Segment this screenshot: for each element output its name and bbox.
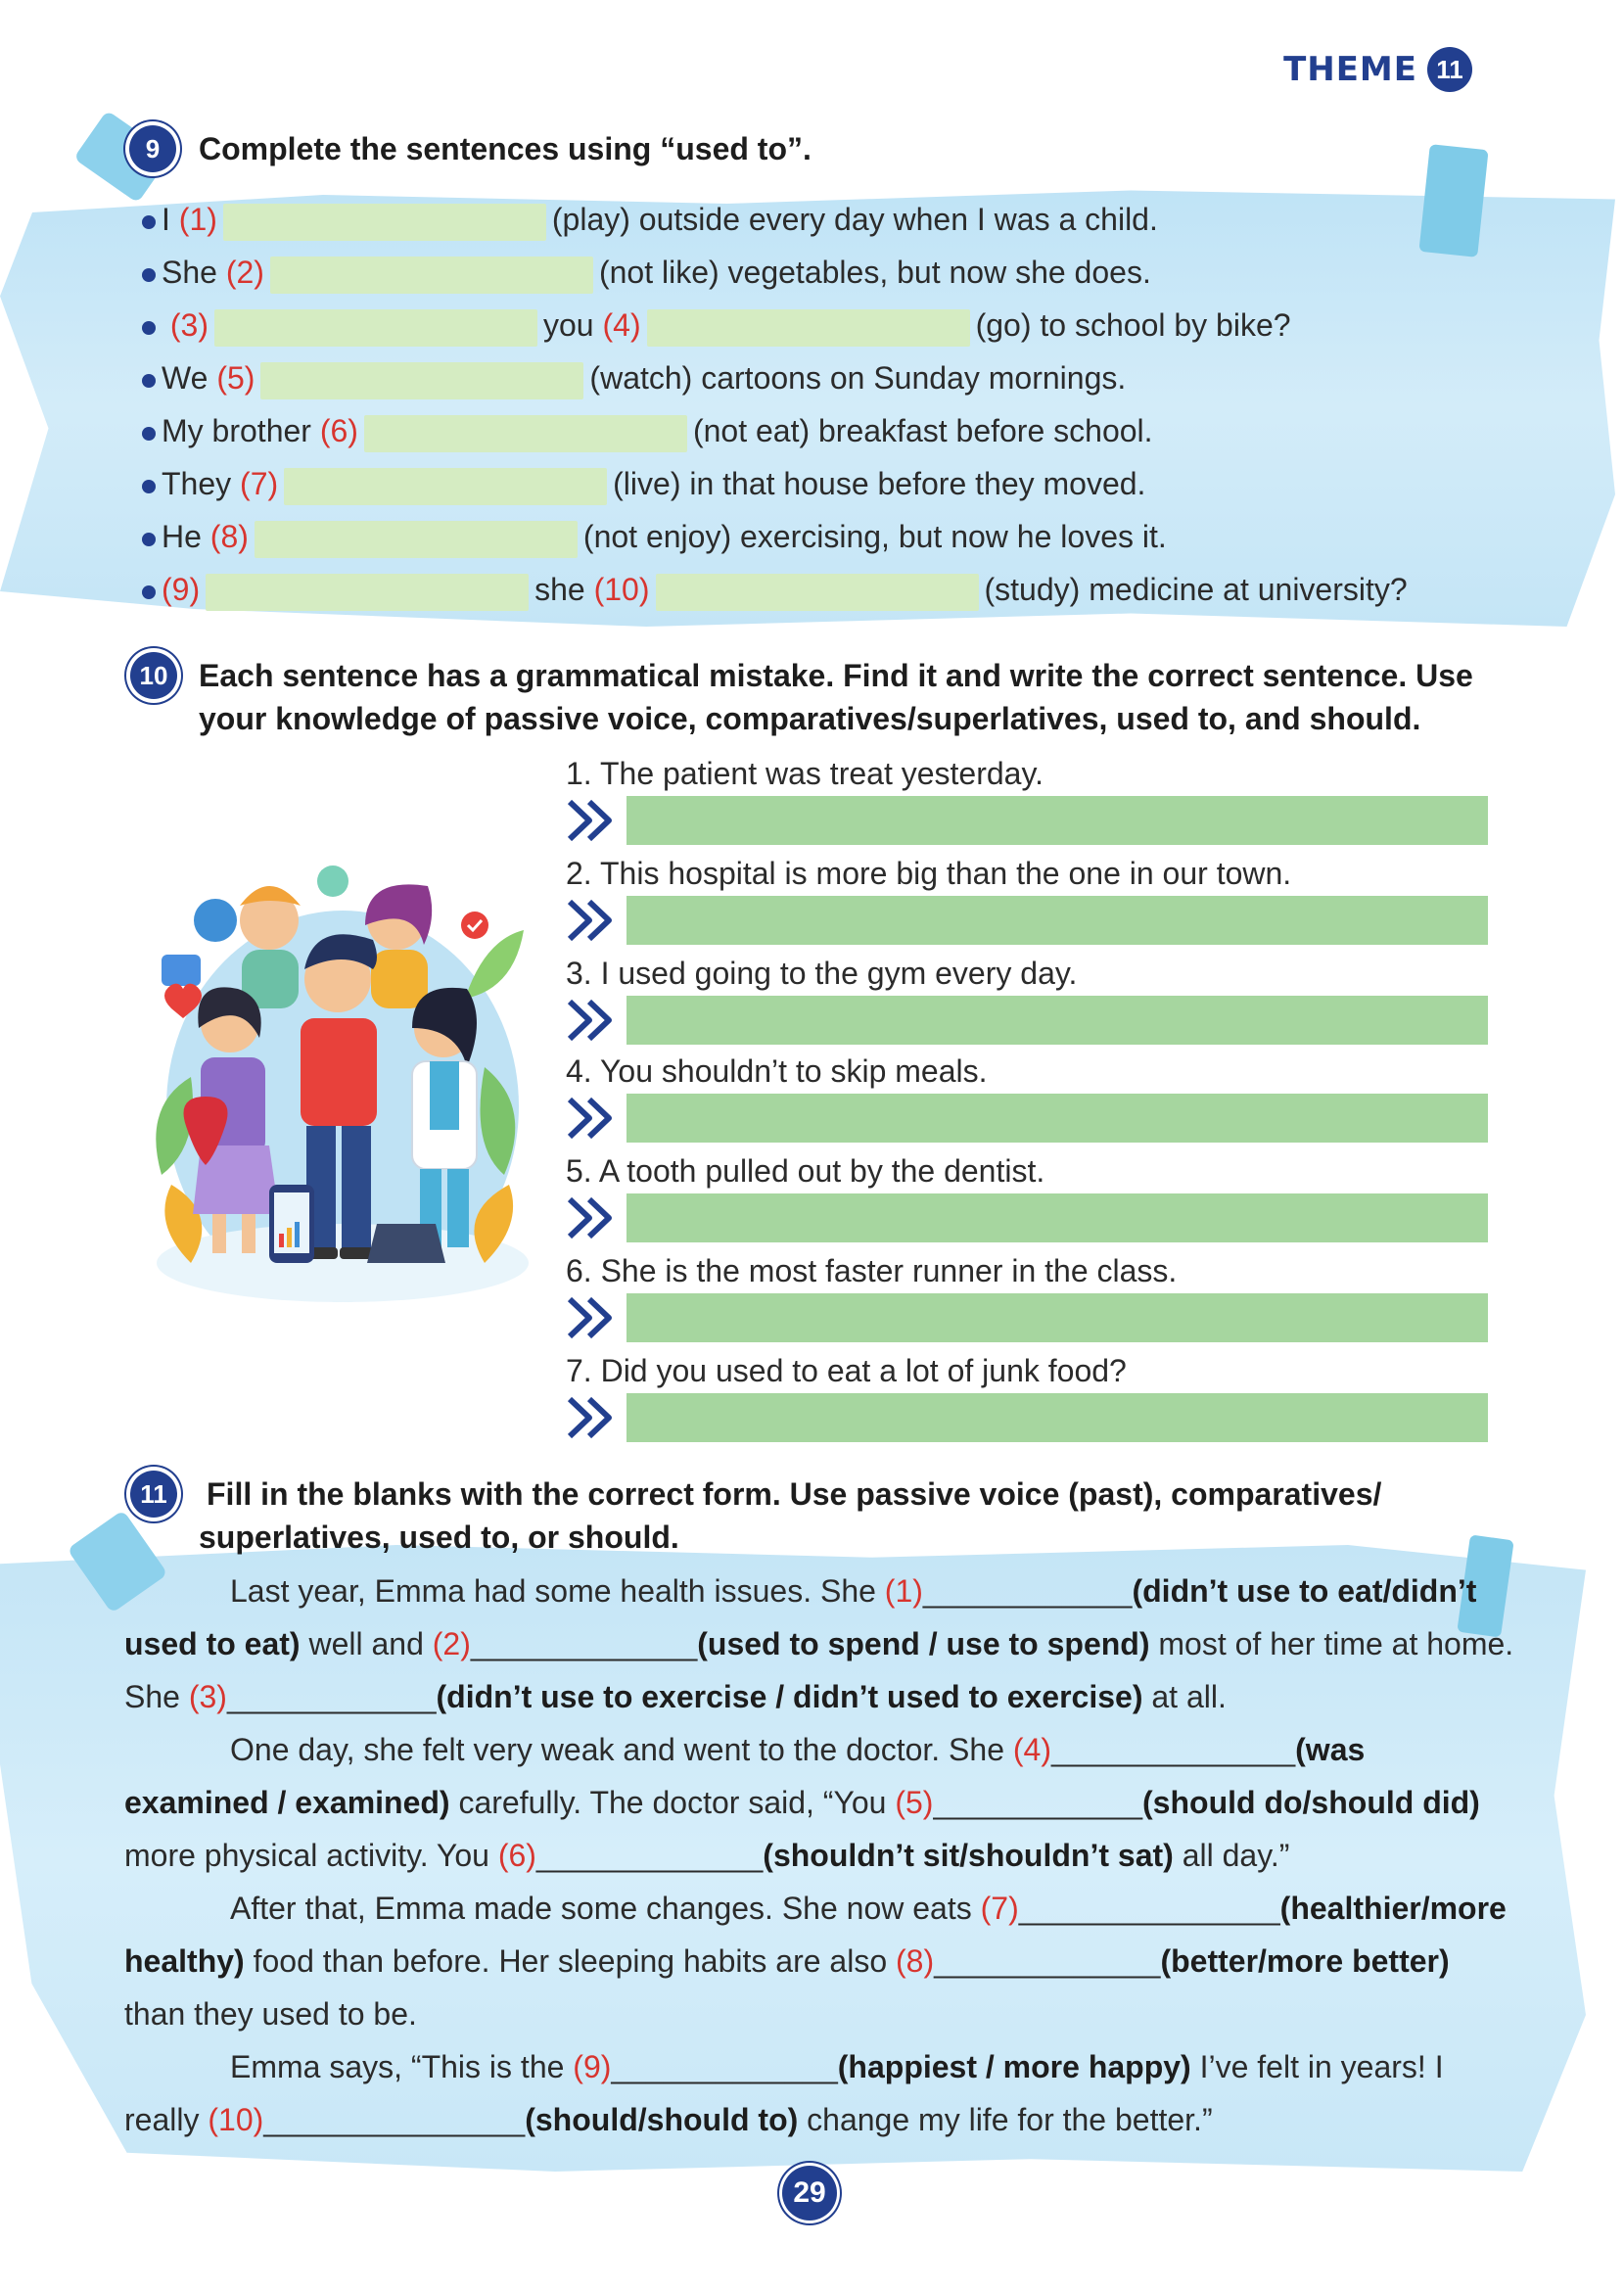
answer-field[interactable] [626,1293,1488,1342]
exercise-11-title-line2: superlatives, used to, or should. [199,1520,679,1555]
ex11-paragraph-4: Emma says, “This is the (9)_____________(happiest / more happy) I’ve felt in years! I really (10)_______________(should/should to) change my life for the better.” [124,2049,1444,2137]
ex9-sentence-4: We (5) (watch) cartoons on Sunday mornings. [142,356,1126,399]
theme-label: THEME [1283,50,1417,89]
ex10-sentence-6: 6. She is the most faster runner in the class. [566,1253,1178,1288]
ex9-sentence-2: She (2) (not like) vegetables, but now she does. [142,251,1151,294]
answer-blank[interactable] [214,309,537,347]
ex10-answer-row [566,1392,1488,1443]
ex10-sentence-1: 1. The patient was treat yesterday. [566,756,1044,791]
ex9-sentence-6: They (7) (live) in that house before they moved. [142,462,1145,505]
exercise-10-title-line2: your knowledge of passive voice, comparatives/superlatives, used to, and should. [199,701,1421,736]
blank-number: (5) [216,360,255,396]
ex10-sentence-3: 3. I used going to the gym every day. [566,956,1078,991]
answer-field[interactable] [626,896,1488,945]
ex10-sentence-5: 5. A tooth pulled out by the dentist. [566,1153,1045,1189]
page-number: 29 [782,2166,837,2221]
exercise-9-title: Complete the sentences using “used to”. [199,131,812,166]
answer-blank[interactable] [647,309,970,347]
double-chevron-icon [566,998,619,1043]
ex10-answer-row [566,1093,1488,1144]
double-chevron-icon [566,898,619,943]
answer-field[interactable] [626,1094,1488,1143]
ex10-sentence-2: 2. This hospital is more big than the one in our town. [566,856,1292,891]
ex10-sentence-4: 4. You shouldn’t to skip meals. [566,1053,988,1089]
bullet-icon [142,533,156,546]
double-chevron-icon [566,1195,619,1240]
theme-number-badge: 11 [1427,47,1472,92]
answer-blank[interactable] [255,521,578,558]
ex9-sentence-8: (9) she (10) (study) medicine at university? [142,568,1408,611]
exercise-11-number: 11 [130,1471,177,1518]
ex9-sentence-5: My brother (6) (not eat) breakfast before school. [142,409,1153,452]
exercise-9-number: 9 [129,125,176,172]
ex11-paragraph-3: After that, Emma made some changes. She now eats (7)_______________(healthier/more healthy) food than before. Her sleeping habits are also (8)_____________(better/more better) than they used to be. [124,1891,1507,2032]
ex10-answer-row [566,1192,1488,1243]
ex10-answer-row [566,995,1488,1046]
bullet-icon [142,215,156,229]
double-chevron-icon [566,1395,619,1440]
exercise-10-title-line1: Each sentence has a grammatical mistake. Find it and write the correct sentence. Use [199,658,1473,693]
answer-blank[interactable] [656,574,979,611]
exercise-11-title-line1: Fill in the blanks with the correct form. Use passive voice (past), comparatives/ [207,1476,1382,1512]
ex10-sentence-7: 7. Did you used to eat a lot of junk food? [566,1353,1127,1388]
answer-blank[interactable] [284,468,607,505]
bullet-icon [142,585,156,599]
blank-number: (10) [593,572,650,607]
blank-number: (6) [319,413,358,448]
blank-number: (4) [602,307,641,343]
blank-number: (1) [178,202,217,237]
blank-number: (9) [162,572,201,607]
answer-field[interactable] [626,996,1488,1045]
blank-number: (2) [225,255,264,290]
ex10-answer-row [566,795,1488,846]
ex10-answer-row [566,1292,1488,1343]
exercise-10-number: 10 [130,652,177,699]
answer-field[interactable] [626,796,1488,845]
answer-blank[interactable] [206,574,529,611]
bullet-icon [142,480,156,493]
bullet-icon [142,374,156,388]
answer-field[interactable] [626,1193,1488,1242]
answer-blank[interactable] [364,415,687,452]
bullet-icon [142,268,156,282]
ex9-sentence-3: (3) you (4) (go) to school by bike? [142,304,1291,347]
blank-number: (8) [209,519,249,554]
double-chevron-icon [566,1096,619,1141]
theme-header [1283,47,1472,92]
answer-blank[interactable] [260,362,583,399]
blank-number: (7) [240,466,279,501]
ex11-paragraph-1: Last year, Emma had some health issues. She (1)____________(didn’t use to eat/didn’t used to eat) well and (2)_____________(used to spend / use to spend) most of her time at home. She (3)____________(didn’t use to exercise / didn’t used to exercise) at all. [124,1573,1514,1714]
tape-strip [1418,144,1488,257]
ex10-answer-row [566,895,1488,946]
ex9-sentence-1: I (1) (play) outside every day when I was a child. [142,198,1158,241]
answer-blank[interactable] [270,257,593,294]
answer-blank[interactable] [223,204,546,241]
people-illustration [132,852,543,1312]
bullet-icon [142,427,156,441]
double-chevron-icon [566,798,619,843]
answer-field[interactable] [626,1393,1488,1442]
blank-number: (3) [169,307,209,343]
ex9-sentence-7: He (8) (not enjoy) exercising, but now he loves it. [142,515,1167,558]
ex11-paragraph-2: One day, she felt very weak and went to the doctor. She (4)______________(was examined / examined) carefully. The doctor said, “You (5)____________(should do/should did) more physical activity. You (6)_____________(shouldn’t sit/shouldn’t sat) all day.” [124,1732,1480,1873]
double-chevron-icon [566,1295,619,1340]
bullet-icon [142,321,156,335]
